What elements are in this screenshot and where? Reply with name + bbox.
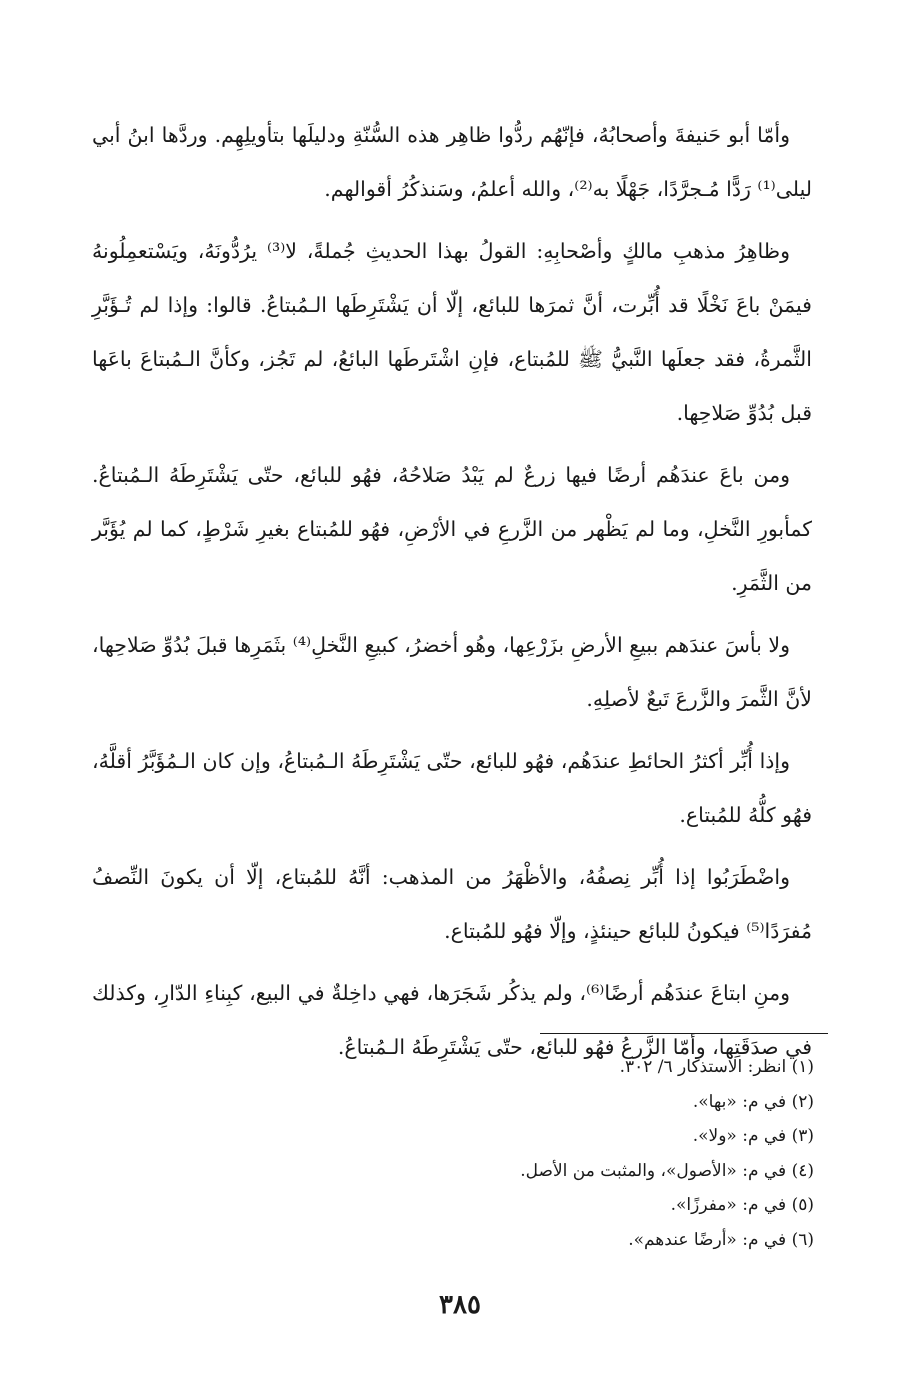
paragraph-green-crops-sale: ولا بأسَ عندَهم ببيعِ الأرضِ بزَرْعِها، وهُو أخضرُ، كبيعِ النَّخلِ⁽⁴⁾ بثَمَرِها قبلَ بُدُوِّ صَلاحِها، لأنَّ الثَّمرَ والزَّرعَ تَبعٌ لأصلِهِ. [92,633,812,711]
footnotes-list [214,1050,814,1257]
paragraph-malik-doctrine: وظاهِرُ مذهبِ مالكٍ وأصْحابِهِ: القولُ بهذا الحديثِ جُملةً، لا⁽³⁾ يرُدُّونَهُ، ويَسْتعمِلُونهُ فيمَنْ باعَ نَخْلًا قد أُبِّرت، أنَّ ثمرَها للبائع، إلّا أن يَشْتَرِطَها الـمُبتاعُ. قالوا: وإذا لم تُـؤَبَّرِ الثَّمرةُ، فقد جعلَها النَّبيُّ ﷺ للمُبتاع، فإنِ اشْتَرطَها البائعُ، لم تَجُز، وكأنَّ الـمُبتاعَ باعَها قبل بُدُوِّ صَلاحِها. [92,239,812,425]
paragraph-abu-hanifa: وأمّا أبو حَنيفةَ وأصحابُهُ، فإنّهُم ردُّوا ظاهِر هذه السُّنّةِ ودليلَها بتأويلِهِم. وردَّها ابنُ أبي ليلى⁽¹⁾ رَدًّا مُـجرَّدًا، جَهْلًا به⁽²⁾، والله أعلمُ، وسَنذكُرُ أقوالهم. [92,123,812,201]
paragraph-majority-pollinated: وإذا أُبِّر أكثرُ الحائطِ عندَهُم، فهُو للبائع، حتّى يَشْتَرِطَهُ الـمُبتاعُ، وإن كان الـمُؤَبَّرُ أقلَّهُ، فهُو كلُّهُ للمُبتاع. [92,749,812,827]
page-number: ٣٨٥ [439,1290,481,1320]
paragraph-half-pollinated: واضْطَرَبُوا إذا أُبِّر نِصفُهُ، والأظْهَرُ من المذهب: أنَّهُ للمُبتاع، إلّا أن يكونَ النِّصفُ مُفرَدًا⁽⁵⁾ فيكونُ للبائع حينئذٍ، وإلّا فهُو للمُبتاع. [92,865,812,943]
footnote-2: (٢) في م: «بها». [692,1091,814,1112]
footnote-5: (٥) في م: «مفرزًا». [670,1195,814,1215]
page-body [92,108,812,1074]
footnote-1: (١) انظر: الاستذكار ٦/ ٣٠٢. [619,1057,814,1077]
paragraph-land-purchase: ومنِ ابتاعَ عندَهُم أرضًا⁽⁶⁾، ولم يذكُر شَجَرَها، فهي داخِلةٌ في البيع، كبِناءِ الدّارِ، وكذلك في صدَقَتِها، وأمّا الزَّرعُ فهُو للبائع، حتّى يَشْتَرِطَهُ الـمُبتاعُ. [92,981,812,1059]
footnote-4: (٤) في م: «الأصول»، والمثبت من الأصل. [520,1160,814,1181]
footnote-3: (٣) في م: «ولا». [692,1126,814,1146]
footnote-separator [540,1033,828,1034]
paragraph-land-with-crops: ومن باعَ عندَهُم أرضًا فيها زرعٌ لم يَبْدُ صَلاحُهُ، فهُو للبائع، حتّى يَشْتَرِطَهُ الـمُبتاعُ. كمأبورِ النَّخلِ، وما لم يَظْهر من الزَّرعِ في الأرْضِ، فهُو للمُبتاع بغيرِ شَرْطٍ، كما لم يُؤَبَّر من الثَّمَرِ. [92,463,812,595]
footnote-6: (٦) في م: «أرضًا عندهم». [628,1229,814,1250]
